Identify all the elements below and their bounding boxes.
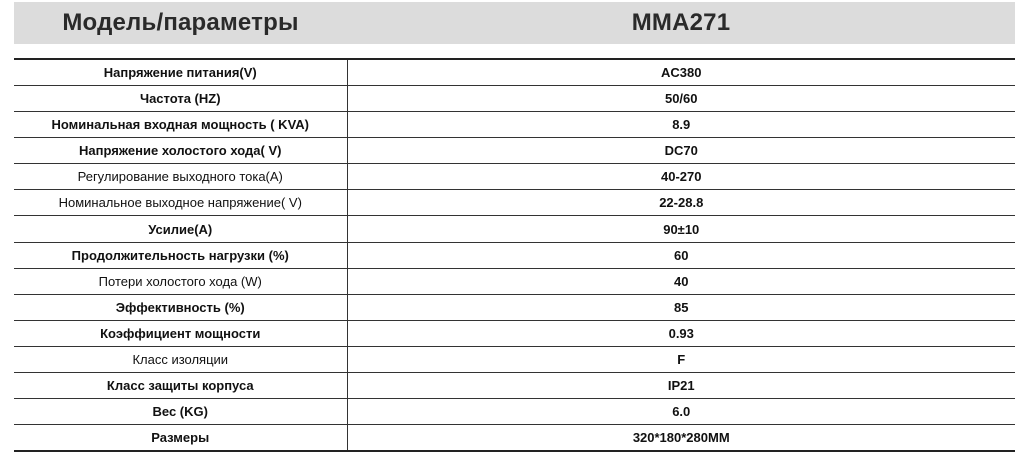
param-cell: Частота (HZ) [14, 86, 347, 112]
value-cell: AC380 [347, 59, 1015, 86]
param-cell: Коэффициент мощности [14, 320, 347, 346]
table-row [14, 112, 1015, 138]
param-cell: Усилие(A) [14, 216, 347, 242]
value-cell: 320*180*280MM [347, 425, 1015, 452]
value-cell: 6.0 [347, 399, 1015, 425]
value-cell: 40 [347, 268, 1015, 294]
value-cell: F [347, 346, 1015, 372]
param-cell: Потери холостого хода (W) [14, 268, 347, 294]
param-cell: Класс изоляции [14, 346, 347, 372]
table-row [14, 320, 1015, 346]
table-row [14, 425, 1015, 452]
param-cell: Продолжительность нагрузки (%) [14, 242, 347, 268]
value-cell: 8.9 [347, 112, 1015, 138]
param-cell: Вес (KG) [14, 399, 347, 425]
table-row [14, 59, 1015, 86]
param-cell: Эффективность (%) [14, 294, 347, 320]
header-parameters-label: Модель/параметры [62, 9, 299, 36]
param-cell: Класс защиты корпуса [14, 373, 347, 399]
value-cell: 85 [347, 294, 1015, 320]
table-row [14, 86, 1015, 112]
table-row [14, 138, 1015, 164]
table-row [14, 190, 1015, 216]
param-cell: Напряжение холостого хода( V) [14, 138, 347, 164]
table-row [14, 294, 1015, 320]
param-cell: Напряжение питания(V) [14, 59, 347, 86]
table-row [14, 268, 1015, 294]
value-cell: 0.93 [347, 320, 1015, 346]
param-cell: Номинальная входная мощность ( KVA) [14, 112, 347, 138]
value-cell: IP21 [347, 373, 1015, 399]
spec-table [14, 58, 1015, 452]
value-cell: 90±10 [347, 216, 1015, 242]
table-row [14, 373, 1015, 399]
header-model-label: MMA271 [631, 9, 731, 36]
value-cell: 60 [347, 242, 1015, 268]
param-cell: Номинальное выходное напряжение( V) [14, 190, 347, 216]
value-cell: 40-270 [347, 164, 1015, 190]
table-row [14, 399, 1015, 425]
param-cell: Регулирование выходного тока(A) [14, 164, 347, 190]
param-cell: Размеры [14, 425, 347, 452]
value-cell: 22-28.8 [347, 190, 1015, 216]
value-cell: DC70 [347, 138, 1015, 164]
table-row [14, 216, 1015, 242]
table-row [14, 242, 1015, 268]
table-row [14, 346, 1015, 372]
table-header [14, 2, 1015, 44]
value-cell: 50/60 [347, 86, 1015, 112]
table-row [14, 164, 1015, 190]
